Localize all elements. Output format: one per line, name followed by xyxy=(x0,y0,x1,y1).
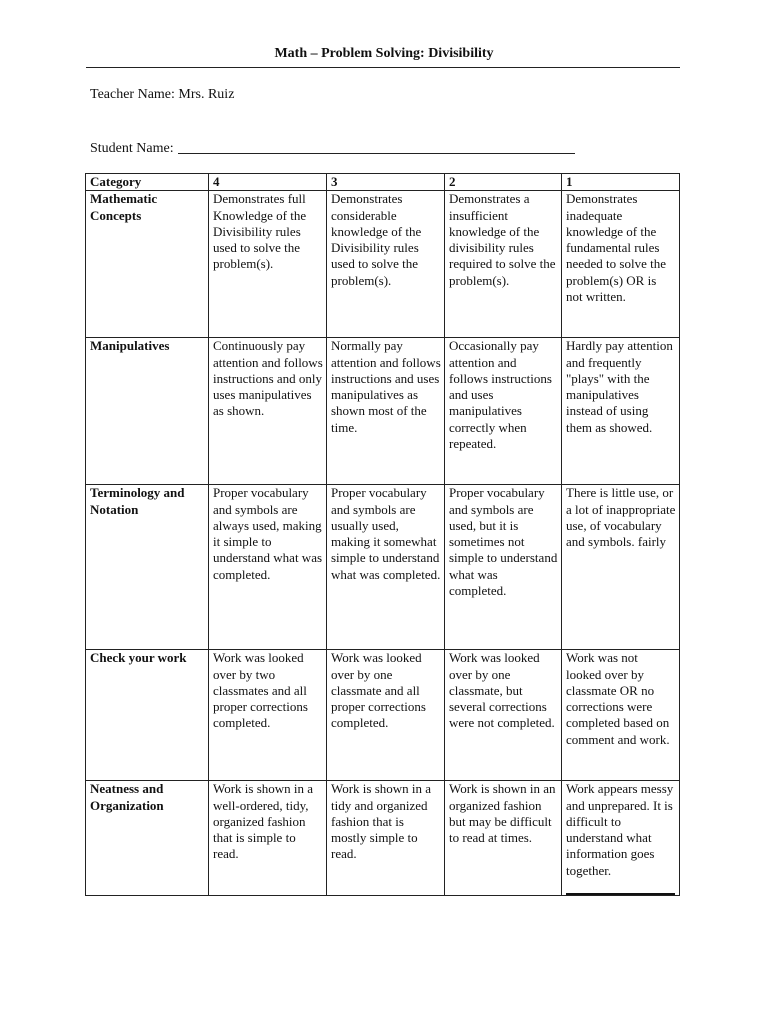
rubric-table xyxy=(85,173,680,896)
teacher-name-line: Teacher Name: Mrs. Ruiz xyxy=(90,87,235,102)
student-name-line xyxy=(90,139,575,157)
table-cell: Work appears messy and unprepared. It is difficult to understand what information goes together. xyxy=(562,781,680,896)
header-score-1: 1 xyxy=(562,174,680,191)
title-underline xyxy=(86,67,680,68)
student-name-blank[interactable] xyxy=(178,139,575,154)
table-cell: Demonstrates a insufficient knowledge of the divisibility rules required to solve the problem(s). xyxy=(445,191,562,338)
table-row xyxy=(86,191,680,338)
table-cell: Demonstrates full Knowledge of the Divisibility rules used to solve the problem(s). xyxy=(209,191,327,338)
table-cell: Work was looked over by one classmate, but several corrections were not completed. xyxy=(445,650,562,781)
row-category: Mathematic Concepts xyxy=(86,191,209,338)
header-score-2: 2 xyxy=(445,174,562,191)
table-cell: Work was looked over by two classmates and all proper corrections completed. xyxy=(209,650,327,781)
header-category: Category xyxy=(86,174,209,191)
page-title: Math – Problem Solving: Divisibility xyxy=(274,46,494,61)
table-row xyxy=(86,781,680,896)
header-score-3: 3 xyxy=(327,174,445,191)
row-category: Manipulatives xyxy=(86,338,209,485)
table-header-row xyxy=(86,174,680,191)
table-cell: Proper vocabulary and symbols are used, but it is sometimes not simple to understand what was completed. xyxy=(445,485,562,650)
table-cell: There is little use, or a lot of inappropriate use, of vocabulary and symbols. fairly xyxy=(562,485,680,650)
table-cell: Continuously pay attention and follows instructions and only uses manipulatives as shown. xyxy=(209,338,327,485)
table-cell: Work was not looked over by classmate OR no corrections were completed based on comment and work. xyxy=(562,650,680,781)
table-cell: Work was looked over by one classmate and all proper corrections completed. xyxy=(327,650,445,781)
table-cell: Proper vocabulary and symbols are always used, making it simple to understand what was completed. xyxy=(209,485,327,650)
row-category: Neatness and Organization xyxy=(86,781,209,896)
table-cell: Normally pay attention and follows instructions and uses manipulatives as shown most of the time. xyxy=(327,338,445,485)
table-cell: Occasionally pay attention and follows instructions and uses manipulatives correctly when repeated. xyxy=(445,338,562,485)
table-cell: Demonstrates inadequate knowledge of the fundamental rules needed to solve the problem(s) OR is not written. xyxy=(562,191,680,338)
table-cell: Demonstrates considerable knowledge of the Divisibility rules used to solve the problem(s). xyxy=(327,191,445,338)
table-row xyxy=(86,338,680,485)
row-category: Check your work xyxy=(86,650,209,781)
table-cell: Hardly pay attention and frequently "plays" with the manipulatives instead of using them as showed. xyxy=(562,338,680,485)
table-row xyxy=(86,485,680,650)
table-cell: Work is shown in a well-ordered, tidy, organized fashion that is simple to read. xyxy=(209,781,327,896)
table-cell: Work is shown in an organized fashion but may be difficult to read at times. xyxy=(445,781,562,896)
header-score-4: 4 xyxy=(209,174,327,191)
student-name-label: Student Name: xyxy=(90,141,174,156)
table-cell: Work is shown in a tidy and organized fashion that is mostly simple to read. xyxy=(327,781,445,896)
table-cell: Proper vocabulary and symbols are usually used, making it somewhat simple to understand what was completed. xyxy=(327,485,445,650)
table-row xyxy=(86,650,680,781)
row-category: Terminology and Notation xyxy=(86,485,209,650)
